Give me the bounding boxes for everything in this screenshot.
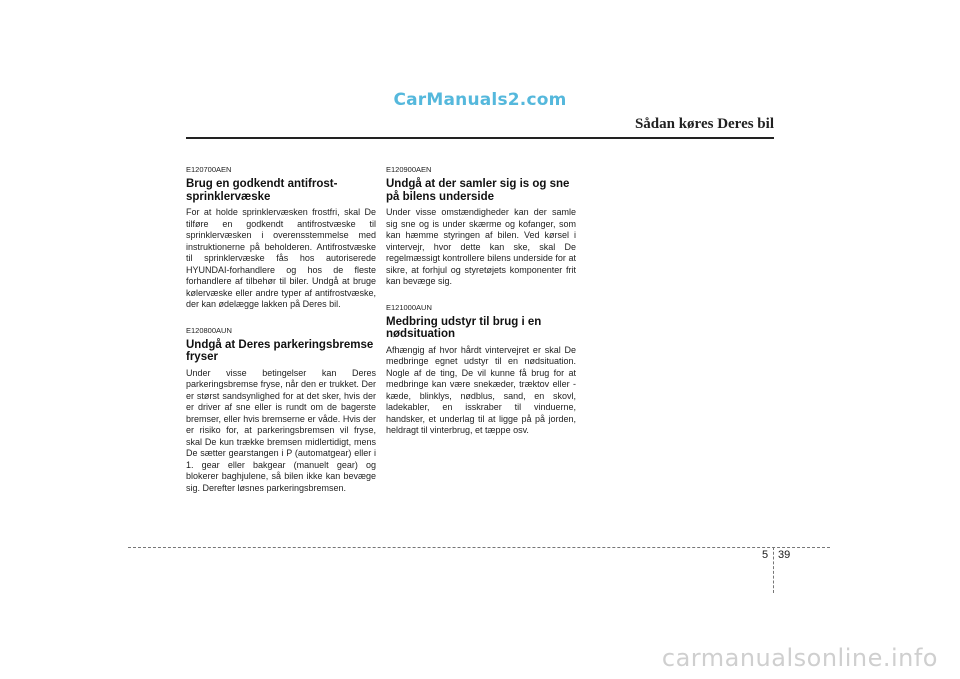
section-heading: Undgå at Deres parkeringsbremse fryser (186, 338, 374, 363)
section-code: E120700AEN (186, 165, 232, 174)
section-code: E120900AEN (386, 165, 432, 174)
section-emergency-equipment (386, 303, 576, 437)
section-code: E120800AUN (186, 325, 232, 335)
section-antifrost (186, 165, 376, 311)
section-ice-underside (386, 165, 576, 288)
section-body: For at holde sprinklervæsken frostfri, skal De tilføre en godkendt antifrostvæske til sprinklervæsken i overensstemmelse med instruktionerne på beholderen. Antifrostvæske til sprinklervæske fås hos autoriserede HYUNDAI-forhandlere og hos de fleste forhandlere af tilbehør til biler. Undgå at bruge kølervæske eller andre typer af antifrostvæske, der kan ødelægge lakken på Deres bil. (186, 207, 376, 309)
section-heading: Brug en godkendt antifrost-sprinklervæske (186, 178, 338, 203)
section-body: Under visse betingelser kan Deres parkeringsbremse fryse, når den er trukket. Der er størst sandsynlighed for at det sker, hvis der er driver af sne eller is rundt om de bagerste bremser, eller hvis bremserne er våde. Hvis der er risiko for, at parkeringsbremsen vil fryse, skal De kun trække bremsen midlertidigt, mens De sætter gearstangen i P (automatgear) eller i 1. gear eller bakgear (manuelt gear) og blokerer baghjulene, så bilen ikke kan bevæge sig. Derefter løsnes parkeringsbremsen. (186, 367, 376, 493)
section-heading: Undgå at der samler sig is og sne på bilens underside (386, 178, 570, 203)
footer-rule (128, 547, 830, 548)
section-body: Under visse omstændigheder kan der samle sig sne og is under skærme og kofanger, som kan hæmme styringen af bilen. Ved kørsel i vintervejr, hvor dette kan ske, skal De regelmæssigt kontrollere bilens underside for at sikre, at forhjul og styretøjets komponenter frit kan bevæge sig. (386, 207, 576, 286)
watermark-text-bottom: carmanualsonline.info (661, 644, 938, 672)
left-column (186, 165, 376, 509)
section-heading: Medbring udstyr til brug i en nødsituation (386, 315, 542, 340)
chapter-number: 5 (762, 549, 769, 561)
page-number: 39 (778, 549, 791, 561)
section-body: Afhængig af hvor hårdt vintervejret er skal De medbringe egnet udstyr til en nødsituation. Nogle af de ting, De vil kunne få brug for at medbringe kan være snekæder, træktov eller -kæde, blinklys, nødblus, sand, en skovl, ladekabler, en isskraber til vinduerne, handsker, et underlag til at ligge på på jorden, heldragt til vinterbrug, et tæppe osv. (386, 344, 576, 435)
page-header-title: Sådan køres Deres bil (634, 116, 774, 132)
header-rule (186, 137, 774, 139)
section-code: E121000AUN (386, 302, 432, 312)
right-column (386, 165, 576, 452)
section-parking-brake (186, 326, 376, 495)
page-number-divider (773, 547, 774, 593)
watermark-logo-top: CarManuals2.com (393, 90, 567, 110)
